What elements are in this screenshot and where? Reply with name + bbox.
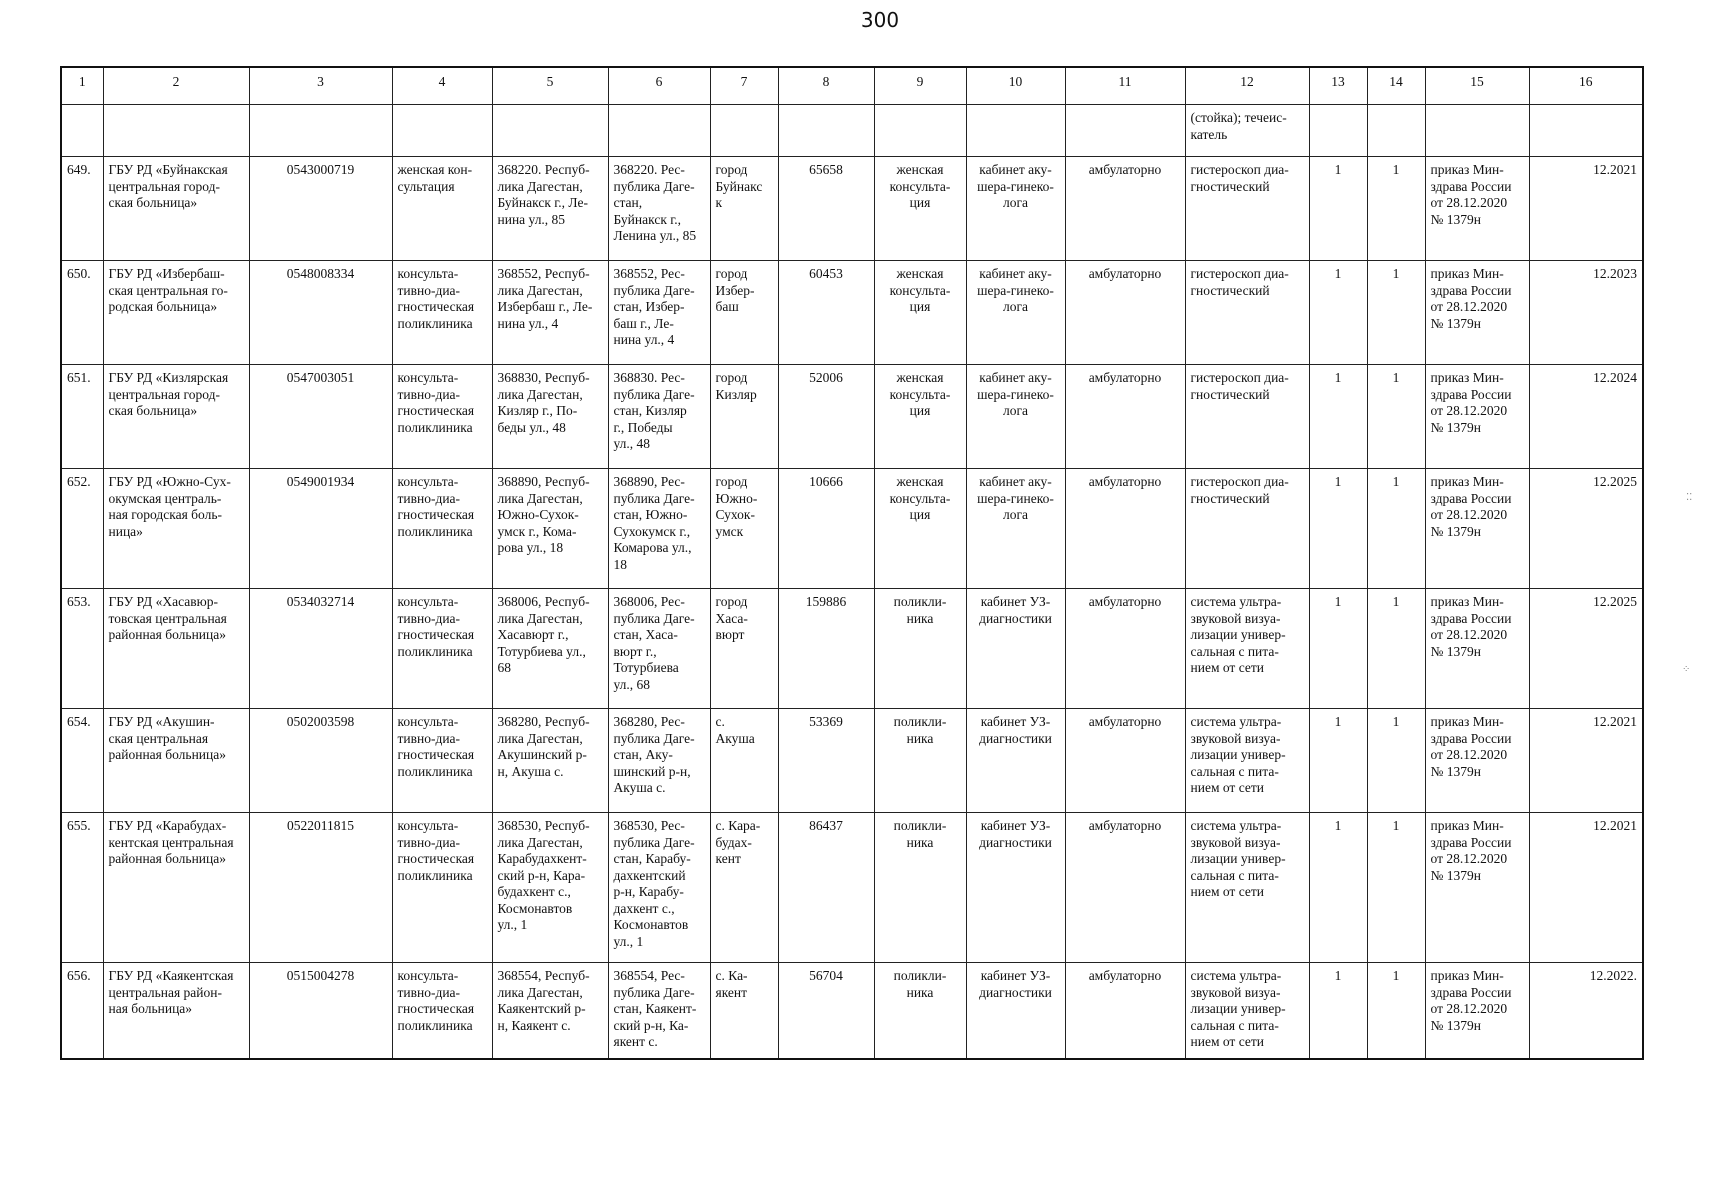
date-cell: 12.2021: [1529, 709, 1643, 813]
header-cell: 14: [1367, 67, 1425, 105]
condition-cell: амбулаторно: [1065, 469, 1185, 589]
order-cell: приказ Мин- здрава России от 28.12.2020 № 1379н: [1425, 963, 1529, 1059]
header-cell: 8: [778, 67, 874, 105]
order-cell: приказ Мин- здрава России от 28.12.2020 № 1379н: [1425, 589, 1529, 709]
department-cell: поликли- ника: [874, 963, 966, 1059]
table-row: [61, 709, 1643, 813]
table-row: [61, 469, 1643, 589]
row-number-cell: 655.: [61, 813, 103, 963]
header-cell: 7: [710, 67, 778, 105]
order-cell: приказ Мин- здрава России от 28.12.2020 № 1379н: [1425, 813, 1529, 963]
organization-cell: ГБУ РД «Южно-Сух- окумская централь- ная городская боль- ница»: [103, 469, 249, 589]
header-cell: 4: [392, 67, 492, 105]
header-cell: 15: [1425, 67, 1529, 105]
table-row: [61, 365, 1643, 469]
header-cell: 3: [249, 67, 392, 105]
header-cell: 10: [966, 67, 1065, 105]
continuation-row: [61, 105, 1643, 157]
order-cell: приказ Мин- здрава России от 28.12.2020 № 1379н: [1425, 365, 1529, 469]
table-row: [61, 963, 1643, 1059]
department-cell: поликли- ника: [874, 813, 966, 963]
actual-address-cell: 368554, Рес- публика Даге- стан, Каякент- ский р-н, Ка- якент с.: [608, 963, 710, 1059]
population-cell: 159886: [778, 589, 874, 709]
code-cell: 0543000719: [249, 157, 392, 261]
condition-cell: амбулаторно: [1065, 709, 1185, 813]
header-cell: 13: [1309, 67, 1367, 105]
population-cell: 56704: [778, 963, 874, 1059]
code-cell: 0522011815: [249, 813, 392, 963]
page-number: 300: [860, 8, 900, 32]
legal-address-cell: 368890, Респуб- лика Дагестан, Южно-Сухок- умск г., Кома- рова ул., 18: [492, 469, 608, 589]
population-cell: 53369: [778, 709, 874, 813]
department-cell: поликли- ника: [874, 589, 966, 709]
header-cell: 2: [103, 67, 249, 105]
organization-cell: ГБУ РД «Кизлярская центральная город- ская больница»: [103, 365, 249, 469]
scan-artifact: ⁘: [1682, 664, 1691, 675]
quantity-cell: 1: [1367, 157, 1425, 261]
unit-type-cell: консульта- тивно-диа- гностическая поликлиника: [392, 963, 492, 1059]
quantity-cell: 1: [1309, 157, 1367, 261]
quantity-cell: 1: [1309, 365, 1367, 469]
condition-cell: амбулаторно: [1065, 365, 1185, 469]
equipment-cell: гистероскоп диа- гностический: [1185, 157, 1309, 261]
cabinet-cell: кабинет УЗ- диагностики: [966, 589, 1065, 709]
population-cell: 65658: [778, 157, 874, 261]
quantity-cell: 1: [1309, 709, 1367, 813]
quantity-cell: 1: [1309, 589, 1367, 709]
population-cell: 10666: [778, 469, 874, 589]
legal-address-cell: 368006, Респуб- лика Дагестан, Хасавюрт г., Тотурбиева ул., 68: [492, 589, 608, 709]
legal-address-cell: 368530, Респуб- лика Дагестан, Карабудахкент- ский р-н, Кара- будахкент с., Космонавтов ул., 1: [492, 813, 608, 963]
department-cell: поликли- ника: [874, 709, 966, 813]
legal-address-cell: 368554, Респуб- лика Дагестан, Каякентский р- н, Каякент с.: [492, 963, 608, 1059]
population-cell: 60453: [778, 261, 874, 365]
city-cell: город Избер- баш: [710, 261, 778, 365]
header-cell: 12: [1185, 67, 1309, 105]
row-number-cell: 652.: [61, 469, 103, 589]
order-cell: приказ Мин- здрава России от 28.12.2020 № 1379н: [1425, 157, 1529, 261]
condition-cell: амбулаторно: [1065, 813, 1185, 963]
quantity-cell: 1: [1309, 469, 1367, 589]
actual-address-cell: 368552, Рес- публика Даге- стан, Избер- баш г., Ле- нина ул., 4: [608, 261, 710, 365]
unit-type-cell: консульта- тивно-диа- гностическая поликлиника: [392, 261, 492, 365]
unit-type-cell: консульта- тивно-диа- гностическая поликлиника: [392, 589, 492, 709]
condition-cell: амбулаторно: [1065, 157, 1185, 261]
table-row: [61, 157, 1643, 261]
unit-type-cell: женская кон- сультация: [392, 157, 492, 261]
cabinet-cell: кабинет УЗ- диагностики: [966, 813, 1065, 963]
quantity-cell: 1: [1309, 963, 1367, 1059]
cabinet-cell: кабинет УЗ- диагностики: [966, 963, 1065, 1059]
header-cell: 11: [1065, 67, 1185, 105]
cabinet-cell: кабинет аку- шера-гинеко- лога: [966, 261, 1065, 365]
table-row: [61, 589, 1643, 709]
organization-cell: ГБУ РД «Карабудах- кентская центральная районная больница»: [103, 813, 249, 963]
quantity-cell: 1: [1309, 261, 1367, 365]
equipment-cell: гистероскоп диа- гностический: [1185, 365, 1309, 469]
date-cell: 12.2022.: [1529, 963, 1643, 1059]
equipment-cell: гистероскоп диа- гностический: [1185, 261, 1309, 365]
date-cell: 12.2025: [1529, 469, 1643, 589]
city-cell: с. Кара- будах- кент: [710, 813, 778, 963]
city-cell: город Хаса- вюрт: [710, 589, 778, 709]
order-cell: приказ Мин- здрава России от 28.12.2020 № 1379н: [1425, 261, 1529, 365]
header-cell: 5: [492, 67, 608, 105]
row-number-cell: 649.: [61, 157, 103, 261]
date-cell: 12.2021: [1529, 157, 1643, 261]
header-cell: 16: [1529, 67, 1643, 105]
date-cell: 12.2021: [1529, 813, 1643, 963]
quantity-cell: 1: [1309, 813, 1367, 963]
code-cell: 0534032714: [249, 589, 392, 709]
legal-address-cell: 368552, Респуб- лика Дагестан, Избербаш г., Ле- нина ул., 4: [492, 261, 608, 365]
city-cell: с. Ка- якент: [710, 963, 778, 1059]
code-cell: 0502003598: [249, 709, 392, 813]
equipment-cell: система ультра- звуковой визуа- лизации универ- сальная с пита- нием от сети: [1185, 709, 1309, 813]
population-cell: 86437: [778, 813, 874, 963]
city-cell: с. Акуша: [710, 709, 778, 813]
unit-type-cell: консульта- тивно-диа- гностическая поликлиника: [392, 469, 492, 589]
date-cell: 12.2025: [1529, 589, 1643, 709]
date-cell: 12.2024: [1529, 365, 1643, 469]
code-cell: 0549001934: [249, 469, 392, 589]
department-cell: женская консульта- ция: [874, 469, 966, 589]
actual-address-cell: 368220. Рес- публика Даге- стан, Буйнакск г., Ленина ул., 85: [608, 157, 710, 261]
row-number-cell: 651.: [61, 365, 103, 469]
organization-cell: ГБУ РД «Избербаш- ская центральная го- родская больница»: [103, 261, 249, 365]
row-number-cell: 654.: [61, 709, 103, 813]
header-cell: 6: [608, 67, 710, 105]
cabinet-cell: кабинет УЗ- диагностики: [966, 709, 1065, 813]
population-cell: 52006: [778, 365, 874, 469]
unit-type-cell: консульта- тивно-диа- гностическая поликлиника: [392, 813, 492, 963]
legal-address-cell: 368280, Респуб- лика Дагестан, Акушинский р- н, Акуша с.: [492, 709, 608, 813]
code-cell: 0515004278: [249, 963, 392, 1059]
scan-artifact: ⁚⁚: [1686, 492, 1693, 503]
row-number-cell: 653.: [61, 589, 103, 709]
unit-type-cell: консульта- тивно-диа- гностическая поликлиника: [392, 365, 492, 469]
unit-type-cell: консульта- тивно-диа- гностическая поликлиника: [392, 709, 492, 813]
equipment-cell: гистероскоп диа- гностический: [1185, 469, 1309, 589]
cabinet-cell: кабинет аку- шера-гинеко- лога: [966, 157, 1065, 261]
date-cell: 12.2023: [1529, 261, 1643, 365]
row-number-cell: 650.: [61, 261, 103, 365]
actual-address-cell: 368530, Рес- публика Даге- стан, Карабу- дахкентский р-н, Карабу- дахкент с., Космонавтов ул., 1: [608, 813, 710, 963]
quantity-cell: 1: [1367, 709, 1425, 813]
order-cell: приказ Мин- здрава России от 28.12.2020 № 1379н: [1425, 709, 1529, 813]
equipment-cell: система ультра- звуковой визуа- лизации универ- сальная с пита- нием от сети: [1185, 963, 1309, 1059]
organization-cell: ГБУ РД «Хасавюр- товская центральная районная больница»: [103, 589, 249, 709]
actual-address-cell: 368890, Рес- публика Даге- стан, Южно- Сухокумск г., Комарова ул., 18: [608, 469, 710, 589]
condition-cell: амбулаторно: [1065, 261, 1185, 365]
actual-address-cell: 368830. Рес- публика Даге- стан, Кизляр г., Победы ул., 48: [608, 365, 710, 469]
equipment-cell: система ультра- звуковой визуа- лизации универ- сальная с пита- нием от сети: [1185, 589, 1309, 709]
legal-address-cell: 368220. Респуб- лика Дагестан, Буйнакск г., Ле- нина ул., 85: [492, 157, 608, 261]
condition-cell: амбулаторно: [1065, 963, 1185, 1059]
organization-cell: ГБУ РД «Каякентская центральная район- ная больница»: [103, 963, 249, 1059]
city-cell: город Буйнакс к: [710, 157, 778, 261]
row-number-cell: 656.: [61, 963, 103, 1059]
actual-address-cell: 368006, Рес- публика Даге- стан, Хаса- вюрт г., Тотурбиева ул., 68: [608, 589, 710, 709]
department-cell: женская консульта- ция: [874, 261, 966, 365]
table-row: [61, 261, 1643, 365]
quantity-cell: 1: [1367, 963, 1425, 1059]
quantity-cell: 1: [1367, 813, 1425, 963]
code-cell: 0548008334: [249, 261, 392, 365]
equipment-table: [60, 66, 1644, 1060]
organization-cell: ГБУ РД «Буйнакская центральная город- ская больница»: [103, 157, 249, 261]
city-cell: город Кизляр: [710, 365, 778, 469]
equipment-cell: система ультра- звуковой визуа- лизации универ- сальная с пита- нием от сети: [1185, 813, 1309, 963]
equipment-cell: (стойка); течеис- катель: [1185, 105, 1309, 157]
quantity-cell: 1: [1367, 469, 1425, 589]
actual-address-cell: 368280, Рес- публика Даге- стан, Аку- шинский р-н, Акуша с.: [608, 709, 710, 813]
legal-address-cell: 368830, Респуб- лика Дагестан, Кизляр г., По- беды ул., 48: [492, 365, 608, 469]
cabinet-cell: кабинет аку- шера-гинеко- лога: [966, 469, 1065, 589]
department-cell: женская консульта- ция: [874, 157, 966, 261]
city-cell: город Южно- Сухок- умск: [710, 469, 778, 589]
organization-cell: ГБУ РД «Акушин- ская центральная районная больница»: [103, 709, 249, 813]
header-cell: 9: [874, 67, 966, 105]
order-cell: приказ Мин- здрава России от 28.12.2020 № 1379н: [1425, 469, 1529, 589]
cabinet-cell: кабинет аку- шера-гинеко- лога: [966, 365, 1065, 469]
quantity-cell: 1: [1367, 365, 1425, 469]
quantity-cell: 1: [1367, 589, 1425, 709]
code-cell: 0547003051: [249, 365, 392, 469]
quantity-cell: 1: [1367, 261, 1425, 365]
department-cell: женская консульта- ция: [874, 365, 966, 469]
header-row: [61, 67, 1643, 105]
table-row: [61, 813, 1643, 963]
condition-cell: амбулаторно: [1065, 589, 1185, 709]
header-cell: 1: [61, 67, 103, 105]
